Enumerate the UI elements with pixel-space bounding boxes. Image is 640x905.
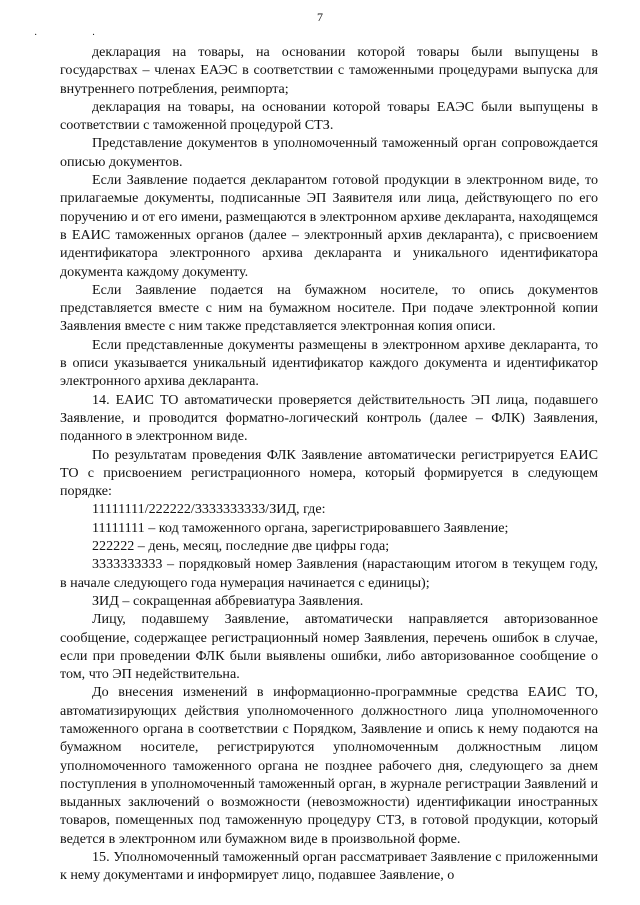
body-text [60, 43, 598, 885]
paragraph-1: декларация на товары, на основании которой товары были выпущены в государствах – членах ЕАЭС в соответствии с таможенными процедурами выпуска для внутреннего потребления, реимпорта; [60, 44, 598, 97]
paragraph-3: Представление документов в уполномоченный таможенный орган сопровождается описью документов. [60, 135, 598, 170]
paragraph-2: декларация на товары, на основании которой товары ЕАЭС были выпущены в соответствии с таможенной процедурой СТЗ. [60, 98, 598, 134]
paragraph-14: Лицу, подавшему Заявление, автоматически направляется авторизованное сообщение, содержащее регистрационный номер Заявления, перечень ошибок в случае, если при проведении ФЛК были выявлены ошибки, либо авторизованное сообщение о том, что ЭП недействительна. [60, 611, 598, 683]
paragraph-15: До внесения изменений в информационно-программные средства ЕАИС ТО, автоматизирующих действия уполномоченного должностного лица уполномоченного таможенного органа в соответствии с Порядком, Заявление и опись к нему подаются на бумажном носителе, регистрируются уполномоченным должностным лицом уполномоченного таможенного органа не позднее рабочего дня, следующего за днем поступления в уполномоченный таможенный орган, в журнале регистрации Заявлений и выданных заключений о возможности (невозможности) идентификации иностранных товаров, помещенных под таможенную процедуру СТЗ, в готовой продукции, который ведется в электронном или бумажном виде в произвольной форме. [60, 684, 598, 847]
page-number: 7 [317, 10, 323, 24]
margin-marks: · · [34, 30, 122, 41]
paragraph-12: 3333333333 – порядковый номер Заявления (нарастающим итогом в текущем году, в начале следующего года нумерация начинается с единицы); [60, 556, 598, 591]
paragraph-13: ЗИД – сокращенная аббревиатура Заявления. [92, 592, 364, 609]
paragraph-6: Если представленные документы размещены в электронном архиве декларанта, то в описи указывается уникальный идентификатор каждого документа и идентификатор электронного архива декларанта. [60, 336, 598, 390]
paragraph-9: 11111111/222222/3333333333/ЗИД, где: [92, 501, 326, 518]
paragraph-8: По результатам проведения ФЛК Заявление автоматически регистрируется ЕАИС ТО с присвоением регистрационного номера, который формируется в следующем порядке: [60, 446, 598, 500]
paragraph-5: Если Заявление подается на бумажном носителе, то опись документов представляется вместе с ним на бумажном носителе. При подаче электронной копии Заявления вместе с ним также представляется электронная копия описи. [60, 281, 598, 335]
paragraph-16: 15. Уполномоченный таможенный орган рассматривает Заявление с приложенными к нему документами и информирует лицо, подавшее Заявление, о [60, 849, 598, 884]
paragraph-7: 14. ЕАИС ТО автоматически проверяется действительность ЭП лица, подавшего Заявление, и проводится форматно-логический контроль (далее – ФЛК) Заявления, поданного в электронном виде. [60, 391, 598, 445]
paragraph-11: 222222 – день, месяц, последние две цифры года; [92, 538, 390, 555]
paragraph-10: 11111111 – код таможенного органа, зарегистрировавшего Заявление; [92, 519, 509, 536]
paragraph-4: Если Заявление подается декларантом готовой продукции в электронном виде, то прилагаемые документы, подписанные ЭП Заявителя или лица, действующего по его поручению и от его имени, размещаются в электронном архиве декларанта, находящемся в ЕАИС таможенных органов (далее – электронный архив декларанта), с присвоением идентификатора электронного архива декларанта и уникального идентификатора документа каждому документу. [60, 172, 598, 280]
